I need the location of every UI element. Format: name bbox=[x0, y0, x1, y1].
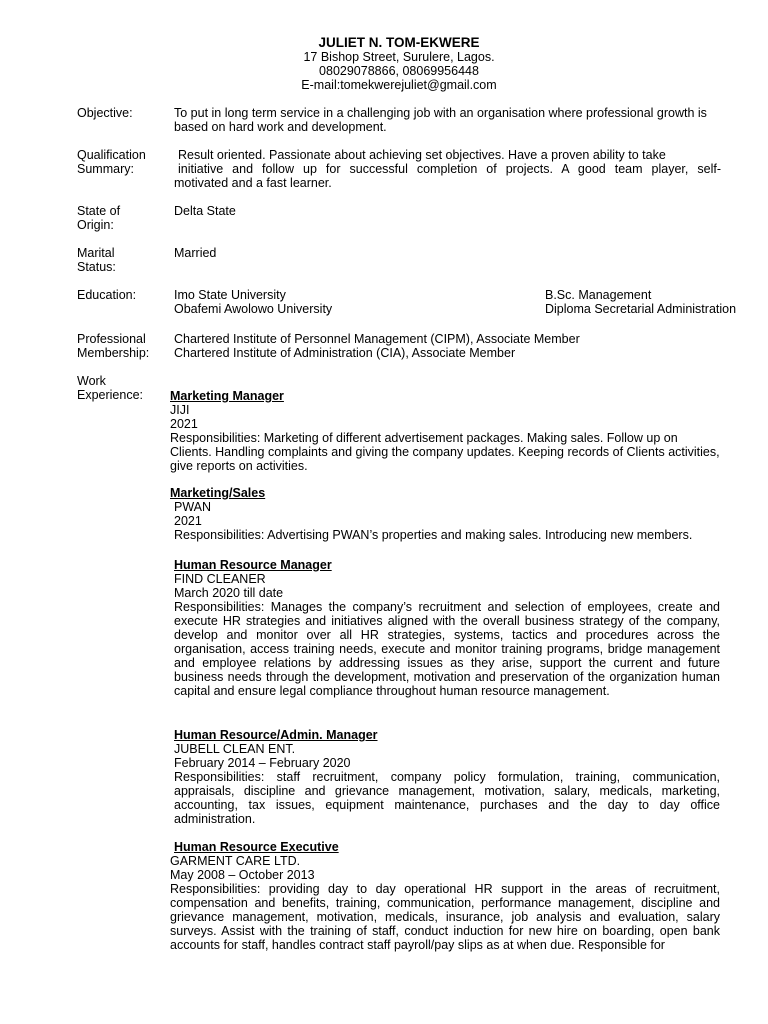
membership-item: Chartered Institute of Administration (CIA), Associate Member bbox=[174, 346, 516, 360]
degree-name: Diploma Secretarial Administration bbox=[545, 302, 737, 316]
company-name: JUBELL CLEAN ENT. bbox=[174, 742, 296, 756]
job-entry bbox=[174, 728, 720, 826]
candidate-name: JULIET N. TOM-EKWERE bbox=[318, 35, 480, 50]
objective-text: To put in long term service in a challenging job with an organisation where professional growth is based on hard work and development. bbox=[174, 106, 707, 134]
work-experience-label: Work Experience: bbox=[77, 374, 144, 402]
job-responsibilities: Responsibilities: Advertising PWAN’s properties and making sales. Introducing new members. bbox=[174, 528, 693, 542]
school-name: Obafemi Awolowo University bbox=[174, 302, 333, 316]
company-name: GARMENT CARE LTD. bbox=[170, 854, 301, 868]
education-list bbox=[174, 288, 737, 316]
phone-numbers: 08029078866, 08069956448 bbox=[319, 64, 479, 78]
job-entry bbox=[170, 486, 722, 542]
job-entry bbox=[174, 558, 720, 698]
job-title: Marketing Manager bbox=[170, 389, 284, 403]
degree-name: B.Sc. Management bbox=[545, 288, 652, 302]
job-period: February 2014 – February 2020 bbox=[174, 756, 351, 770]
job-period: 2021 bbox=[170, 417, 198, 431]
job-entry bbox=[170, 840, 720, 952]
membership-item: Chartered Institute of Personnel Management (CIPM), Associate Member bbox=[174, 332, 580, 346]
job-title: Human Resource Manager bbox=[174, 558, 332, 572]
company-name: JIJI bbox=[170, 403, 190, 417]
education-item bbox=[174, 288, 721, 302]
address: 17 Bishop Street, Surulere, Lagos. bbox=[303, 50, 495, 64]
job-responsibilities: Responsibilities: staff recruitment, company policy formulation, training, communication, appraisals, discipline and grievance management, motivation, salary, medicals, marketing, accounting, tax issues, equipment maintenance, purchases and the day to day office administration. bbox=[174, 770, 720, 826]
origin-label: State of Origin: bbox=[77, 204, 121, 232]
membership-label: Professional Membership: bbox=[77, 332, 150, 360]
marital-value: Married bbox=[174, 246, 217, 260]
job-title: Marketing/Sales bbox=[170, 486, 266, 500]
marital-label: Marital Status: bbox=[77, 246, 116, 274]
email: E-mail:tomekwerejuliet@gmail.com bbox=[301, 78, 497, 92]
qualification-label: Qualification Summary: bbox=[77, 148, 146, 176]
job-title: Human Resource/Admin. Manager bbox=[174, 728, 378, 742]
company-name: PWAN bbox=[174, 500, 212, 514]
job-responsibilities: Responsibilities: Manages the company’s recruitment and selection of employees, create and execute HR strategies and initiatives aligned with the overall business strategy of the company, develop and monitor over all HR strategies, systems, tactics and procedures across the organisation, access training needs, execute and monitor training programs, bridge management and employee relations by addressing issues as they arise, support the current and future business needs through the development, motivation and preservation of the organization human capital and ensure legal compliance throughout human resource management. bbox=[174, 600, 720, 698]
education-item bbox=[174, 302, 737, 316]
education-label: Education: bbox=[77, 288, 137, 302]
qualification-text: Result oriented. Passionate about achieving set objectives. Have a proven ability to take initiative and follow up for successful completion of projects. A good team player, self- motivated and a fast learner. bbox=[174, 148, 721, 190]
job-period: March 2020 till date bbox=[174, 586, 284, 600]
job-responsibilities: Responsibilities: providing day to day operational HR support in the areas of recruitment, compensation and benefits, training, communication, performance management, discipline and grievance management, motivation, medicals, insurance, job analysis and evaluation, salary surveys. Assist with the training of staff, conduct induction for new hire on boarding, open bank accounts for staff, handles contract staff payroll/pay slips as at when due. Responsible for bbox=[170, 882, 720, 952]
job-period: May 2008 – October 2013 bbox=[170, 868, 315, 882]
job-responsibilities: Responsibilities: Marketing of different advertisement packages. Making sales. Follow up on Clients. Handling complaints and giving the company updates. Keeping records of Clients activities, give reports on activities. bbox=[170, 431, 720, 473]
resume-header bbox=[0, 35, 768, 92]
origin-value: Delta State bbox=[174, 204, 236, 218]
membership-list bbox=[174, 332, 721, 360]
company-name: FIND CLEANER bbox=[174, 572, 266, 586]
job-period: 2021 bbox=[174, 514, 202, 528]
school-name: Imo State University bbox=[174, 288, 286, 302]
job-entry bbox=[170, 389, 722, 473]
job-title: Human Resource Executive bbox=[174, 840, 339, 854]
objective-label: Objective: bbox=[77, 106, 133, 120]
